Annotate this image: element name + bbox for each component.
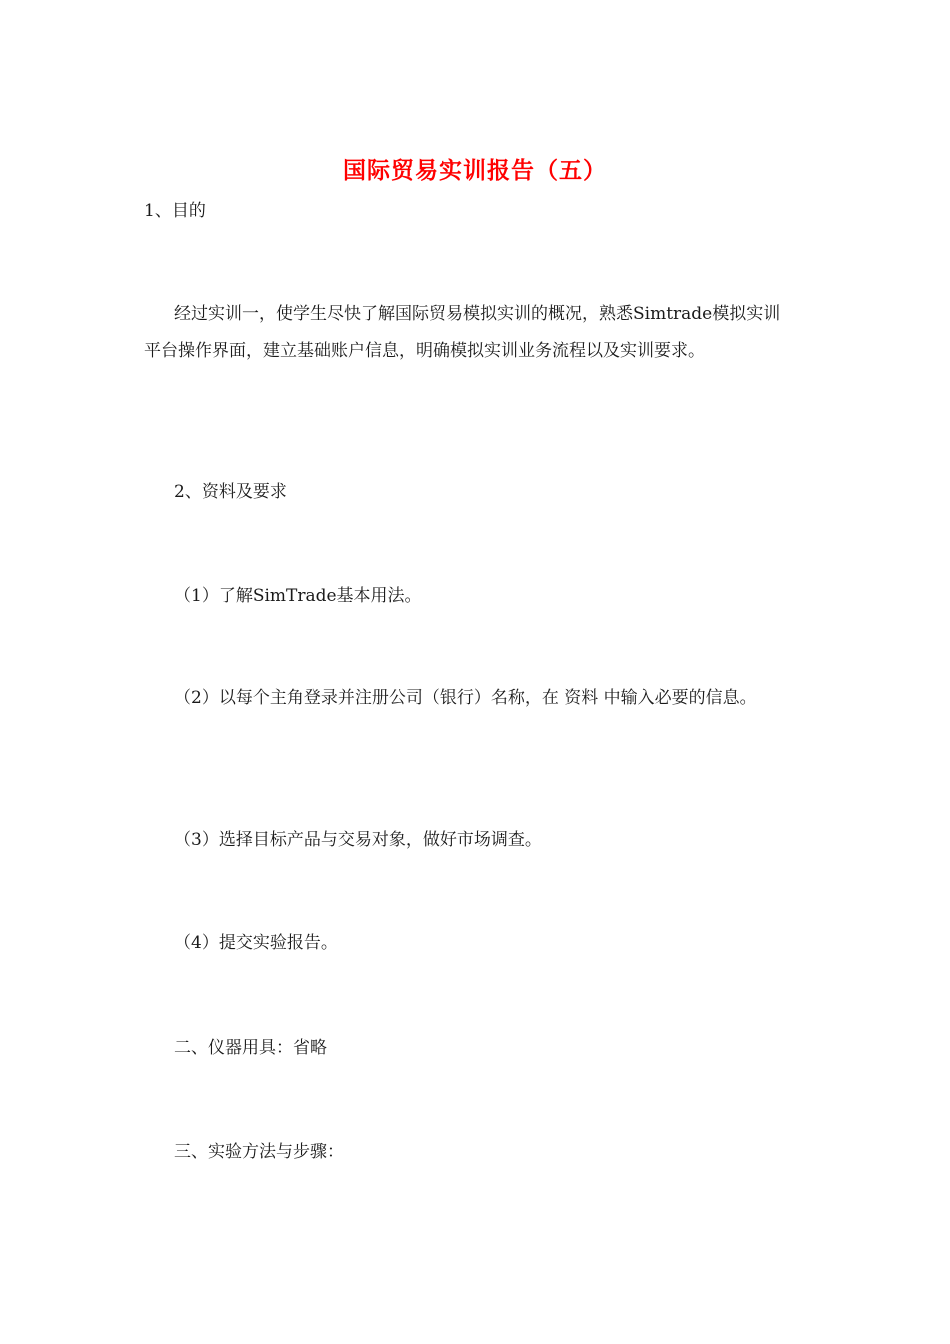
section-heading-instruments: 二、仪器用具：省略 (174, 1038, 327, 1058)
requirement-item-4: （4）提交实验报告。 (174, 933, 338, 953)
paragraph-purpose-body: 经过实训一，使学生尽快了解国际贸易模拟实训的概况，熟悉Simtrade模拟实训平台操作界面，建立基础账户信息，明确模拟实训业务流程以及实训要求。 (144, 304, 781, 361)
requirement-item-3: （3）选择目标产品与交易对象，做好市场调查。 (174, 830, 542, 850)
section-heading-materials: 2、资料及要求 (174, 482, 287, 502)
document-title: 国际贸易实训报告（五） (343, 158, 607, 184)
requirement-item-1: （1）了解SimTrade基本用法。 (174, 586, 422, 606)
section-heading-methods: 三、实验方法与步骤： (174, 1142, 344, 1162)
section-heading-purpose: 1、目的 (144, 201, 206, 221)
requirement-item-2: （2）以每个主角登录并注册公司（银行）名称，在 资料 中输入必要的信息。 (174, 688, 757, 708)
